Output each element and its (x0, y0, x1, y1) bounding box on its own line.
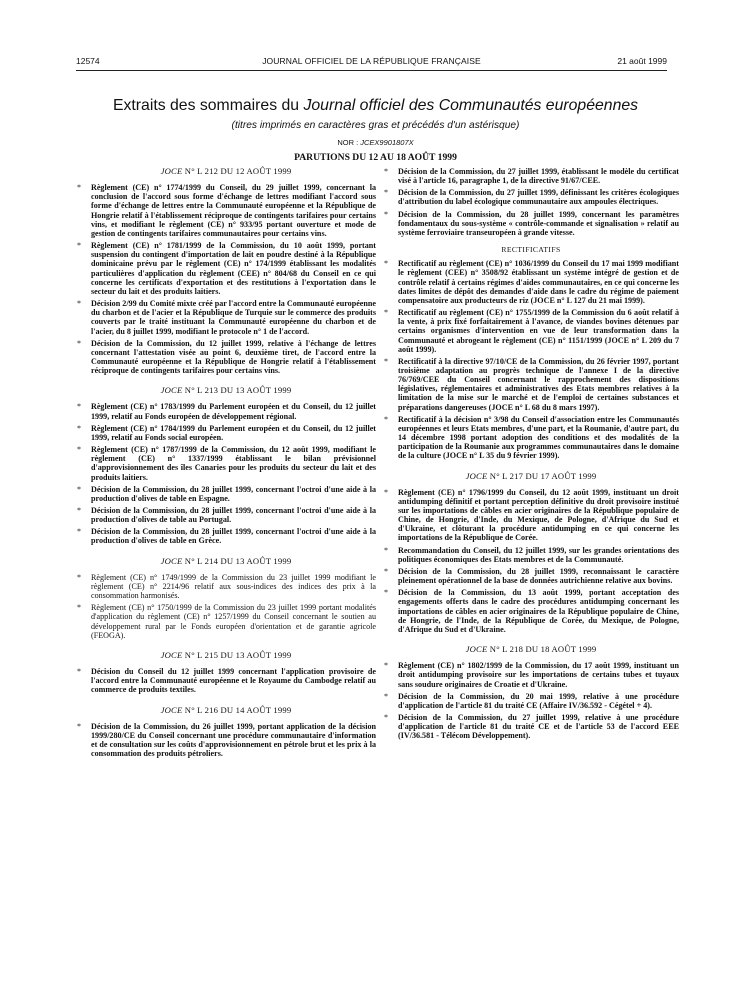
entry-text: Règlement (CE) n° 1796/1999 du Conseil, du 12 août 1999, instituant un droit antidumping définitif et portant perception définitive du droit provisoire institué sur les importations de câbles en acier originaires de la République populaire de Chine, de Hongrie, d'Inde, du Mexique, de Pologne, d'Afrique du Sud et d'Ukraine, et clôturant la procédure antidumping en ce qui concerne les importations de la République de Corée. (398, 487, 679, 543)
main-title (80, 97, 671, 115)
asterisk: * (77, 338, 82, 348)
list-item (76, 299, 376, 336)
entry-text: Décision de la Commission, du 27 juillet 1999, établissant le modèle du certificat visé à l'article 16, paragraphe 1, de la directive 91/67/CEE. (398, 167, 679, 186)
list-item (383, 210, 679, 237)
asterisk: * (384, 712, 389, 722)
joce-label: JOCE (160, 385, 183, 396)
asterisk: * (384, 308, 389, 318)
entry-text: Décision de la Commission, du 26 juillet 1999, portant application de la décision 1999/280/CE du Conseil concernant une procédure communautaire d'information et de consultation sur les coûts d'approvisionnement en pétrole brut et les prix à la consommation des produits pétroliers. (91, 721, 376, 759)
list-item (76, 506, 376, 524)
entry-text: Décision de la Commission, du 27 juillet 1999, définissant les critères écologiques d'attribution du label écologique communautaire aux ampoules électriques. (398, 188, 679, 207)
joce-label: JOCE (465, 470, 488, 481)
entry-text: Décision 2/99 du Comité mixte créé par l'accord entre la Communauté européenne du charbon et de l'acier et la République de Turquie sur le commerce des produits couverts par le traité instituant la Communauté européenne du charbon et de l'acier, du 8 juillet 1999, modifiant le protocole n° 1 de l'accord. (91, 299, 376, 336)
parutions-heading: PARUTIONS DU 12 AU 18 AOÛT 1999 (294, 152, 457, 163)
list-item (76, 424, 376, 442)
page-number: 12574 (76, 56, 100, 66)
asterisk: * (384, 209, 389, 219)
main-title-italic: Journal officiel des Communautés européennes (303, 97, 639, 114)
main-title-prefix: Extraits des sommaires du (112, 97, 304, 114)
list-item (76, 573, 376, 600)
nor-reference (80, 138, 671, 147)
sub-title: (titres imprimés en caractères gras et précédés d'un astérisque) (231, 120, 520, 131)
entry-text: Décision de la Commission, du 28 juillet 1999, reconnaissant le caractère pleinement opérationnel de la base de données autrichienne relative aux bovins. (398, 566, 679, 586)
section-heading (76, 386, 376, 395)
asterisk: * (77, 721, 82, 731)
entry-text: Décision de la Commission, du 20 mai 1999, relative à une procédure d'application de l'article 81 du traité CE (Affaire IV/36.592 - Cégétel + 4). (398, 691, 679, 710)
list-item (383, 567, 679, 585)
list-item (76, 603, 376, 640)
entry-text: Règlement (CE) n° 1784/1999 du Parlement européen et du Conseil, du 12 juillet 1999, relatif au Fonds social européen. (91, 423, 376, 442)
page-header (76, 56, 667, 70)
asterisk: * (77, 527, 82, 537)
joce-label: JOCE (160, 649, 183, 660)
list-item (76, 183, 376, 238)
entry-text: Rectificatif à la décision n° 3/98 du Conseil d'association entre les Communautés européennes et leurs Etats membres, d'une part, et la Roumanie, d'autre part, du 14 décembre 1998 portant adoption des conditions et des modalités de la participation de la Roumanie aux programmes communautaires dans le domaine de la culture (JOCE n° L 35 du 9 février 1999). (398, 414, 679, 461)
entry-text: Décision de la Commission, du 27 juillet 1999, relative à une procédure d'application de l'article 81 du traité CE et de l'article 53 de l'accord EEE (IV/36.581 - Télécom Développement). (398, 712, 679, 741)
asterisk: * (77, 506, 82, 515)
list-item (383, 259, 679, 305)
list-item (76, 485, 376, 503)
section-heading (76, 167, 376, 176)
section-heading (383, 472, 679, 481)
section-heading (76, 557, 376, 566)
right-column (383, 167, 679, 743)
asterisk: * (384, 414, 389, 424)
section-heading-text: N° L 216 DU 14 AOÛT 1999 (182, 704, 292, 715)
entry-text: Décision de la Commission, du 13 août 1999, portant acceptation des engagements offerts dans le cadre des procédures antidumping concernant les importations de câbles en acier originaires de la République populaire de Chine, de Hongrie, de l'Inde, de la République de Corée, du Mexique, de Pologne, d'Afrique du Sud et d'Ukraine. (398, 588, 679, 634)
list-item (383, 546, 679, 564)
entry-text: Décision de la Commission, du 28 juillet 1999, concernant les paramètres fondamentaux du sous-système « contrôle-commande et signalisation » relatif au système ferroviaire transeuropéen à grande vitesse. (398, 209, 679, 237)
asterisk: * (384, 356, 389, 366)
section-heading-text: N° L 215 DU 13 AOÛT 1999 (182, 649, 292, 660)
asterisk: * (384, 259, 389, 269)
asterisk: * (77, 667, 82, 677)
entry-text: Règlement (CE) n° 1781/1999 de la Commission, du 10 août 1999, portant suspension du contingent d'importation de lait en poudre destiné à la République dominicaine prévu par le règlement (CE) n° 174/1999 établissant les modalités particulières d'application du règlement (CEE) n° 804/68 du Conseil en ce qui concerne les certificats d'exportation et des restitutions à l'exportation dans le secteur du lait et des produits laitiers. (91, 241, 376, 296)
section-heading (76, 651, 376, 660)
asterisk: * (77, 183, 82, 193)
entry-text: Rectificatif au règlement (CE) n° 1036/1999 du Conseil du 17 mai 1999 modifiant le règlement (CEE) n° 3508/92 établissant un système intégré de gestion et de contrôle relatif à certains régimes d'aides communautaires, en ce qui concerne les dates limites de dépôt des demandes d'aide dans le cadre du régime de paiement compensatoire aux producteurs de riz (JOCE n° L 127 du 21 mai 1999). (398, 259, 679, 305)
list-item (383, 488, 679, 543)
entry-text: Décision de la Commission, du 12 juillet 1999, relative à l'échange de lettres concernant l'attestation visée au point 6, deuxième tiret, de l'accord entre la Communauté européenne et la République de Hongrie relatif à l'établissement réciproque de contingents tarifaires pour certains vins. (91, 338, 376, 376)
entry-text: Règlement (CE) n° 1783/1999 du Parlement européen et du Conseil, du 12 juillet 1999, relatif au Fonds européen de développement régional. (91, 402, 376, 421)
asterisk: * (77, 241, 82, 251)
entry-text: Rectificatif à la directive 97/10/CE de la Commission, du 26 février 1997, portant troisième adaptation au progrès technique de l'annexe I de la directive 76/769/CEE du Conseil concernant le rapprochement des dispositions législatives, réglementaires et administratives des Etats membres relatives à la limitation de la mise sur le marché et de l'emploi de certaines substances et préparations dangereuses (JOCE n° L 68 du 8 mars 1997). (398, 356, 679, 412)
nor-code: JCEX9901807X (360, 138, 414, 147)
section-heading-text: N° L 214 DU 13 AOÛT 1999 (182, 555, 292, 566)
list-item (76, 722, 376, 759)
list-item (383, 167, 679, 185)
joce-label: JOCE (160, 166, 183, 176)
asterisk: * (77, 299, 82, 309)
entry-text: Recommandation du Conseil, du 12 juillet 1999, sur les grandes orientations des politiques économiques des Etats membres et de la Communauté. (398, 545, 679, 564)
list-item (383, 415, 679, 461)
list-item (76, 667, 376, 694)
entry-text: Décision du Conseil du 12 juillet 1999 concernant l'application provisoire de l'accord entre la Communauté européenne et le Royaume du Cambodge relatif au commerce de produits textiles. (91, 667, 376, 695)
asterisk: * (384, 661, 389, 671)
list-item (383, 357, 679, 412)
list-item (76, 339, 376, 376)
section-heading-text: N° L 213 DU 13 AOÛT 1999 (182, 385, 292, 396)
entry-text: Décision de la Commission, du 28 juillet 1999, concernant l'octroi d'une aide à la production d'olives de table en Espagne. (91, 484, 376, 503)
joce-label: JOCE (160, 555, 183, 566)
section-heading-text: N° L 212 DU 12 AOÛT 1999 (182, 166, 292, 176)
asterisk: * (384, 545, 389, 555)
header-rule (76, 70, 667, 71)
entry-text: Règlement (CE) n° 1802/1999 de la Commission, du 17 août 1999, instituant un droit antidumping provisoire sur les importations de certains tubes et tuyaux sans soudure originaires de Croatie et d'Ukraine. (398, 661, 679, 689)
header-date: 21 août 1999 (617, 56, 667, 66)
journal-title: JOURNAL OFFICIEL DE LA RÉPUBLIQUE FRANÇAISE (262, 56, 481, 66)
list-item (383, 188, 679, 206)
entry-text: Rectificatif au règlement (CE) n° 1755/1999 de la Commission du 6 août relatif à la vente, à prix fixé forfaitairement à l'avance, de viandes bovines détenues par certains organismes d'intervention en vue de leur transformation dans la Communauté et abrogeant le règlement (CE) n° 1151/1999 (JOCE n° L 209 du 7 août 1999). (398, 308, 679, 354)
section-heading-text: N° L 218 DU 18 AOÛT 1999 (487, 644, 597, 655)
section-heading (76, 706, 376, 715)
list-item (76, 241, 376, 296)
asterisk: * (77, 603, 82, 613)
entry-text: Règlement (CE) n° 1750/1999 de la Commission du 23 juillet 1999 portant modalités d'application du règlement (CE) n° 1257/1999 du Conseil concernant le soutien au développement rural par le Fonds européen d'orientation et de garantie agricole (FEOGA). (91, 603, 376, 640)
asterisk: * (77, 445, 82, 455)
list-item (76, 402, 376, 420)
list-item (76, 445, 376, 482)
asterisk: * (77, 423, 82, 433)
entry-text: Décision de la Commission, du 28 juillet 1999, concernant l'octroi d'une aide à la production d'olives de table en Grèce. (91, 527, 376, 546)
asterisk: * (384, 588, 389, 598)
section-heading-text: N° L 217 DU 17 AOÛT 1999 (487, 470, 597, 481)
joce-label: JOCE (465, 644, 488, 655)
asterisk: * (384, 188, 389, 198)
asterisk: * (77, 402, 82, 412)
section-heading (383, 645, 679, 654)
list-item (383, 713, 679, 740)
asterisk: * (77, 572, 82, 582)
entry-text: Règlement (CE) n° 1787/1999 de la Commission, du 12 août 1999, modifiant le règlement (CE) n° 1337/1999 établissant le bilan prévisionnel d'approvisionnement des îles Canaries pour les produits du secteur du lait et des produits laitiers. (91, 445, 376, 482)
rectificatifs-heading: RECTIFICATIFS (501, 245, 561, 255)
list-item (383, 308, 679, 354)
asterisk: * (384, 487, 389, 497)
nor-label: NOR : (337, 138, 361, 147)
joce-label: JOCE (160, 704, 183, 715)
entry-text: Règlement (CE) n° 1749/1999 de la Commission du 23 juillet 1999 modifiant le règlement (CE) n° 2214/96 relatif aux sous-indices des indices des prix à la consommation harmonisés. (91, 572, 376, 601)
asterisk: * (384, 167, 389, 176)
list-item (76, 527, 376, 545)
entry-text: Règlement (CE) n° 1774/1999 du Conseil, du 29 juillet 1999, concernant la conclusion de l'accord sous forme d'échange de lettres modifiant l'accord sous forme d'échange de lettres entre la Communauté européenne et la République de Hongrie relatif à l'établissement réciproque de contingents tarifaires pour certains vins, et modifiant le règlement (CE) n° 933/95 portant ouverture et mode de gestion de contingents tarifaires communautaires pour certains vins. (91, 183, 376, 238)
list-item (383, 692, 679, 710)
list-item (383, 588, 679, 634)
asterisk: * (384, 566, 389, 576)
list-item (383, 661, 679, 688)
asterisk: * (384, 691, 389, 701)
asterisk: * (77, 484, 82, 494)
left-column (76, 167, 376, 761)
entry-text: Décision de la Commission, du 28 juillet 1999, concernant l'octroi d'une aide à la production d'olives de table au Portugal. (91, 506, 376, 525)
